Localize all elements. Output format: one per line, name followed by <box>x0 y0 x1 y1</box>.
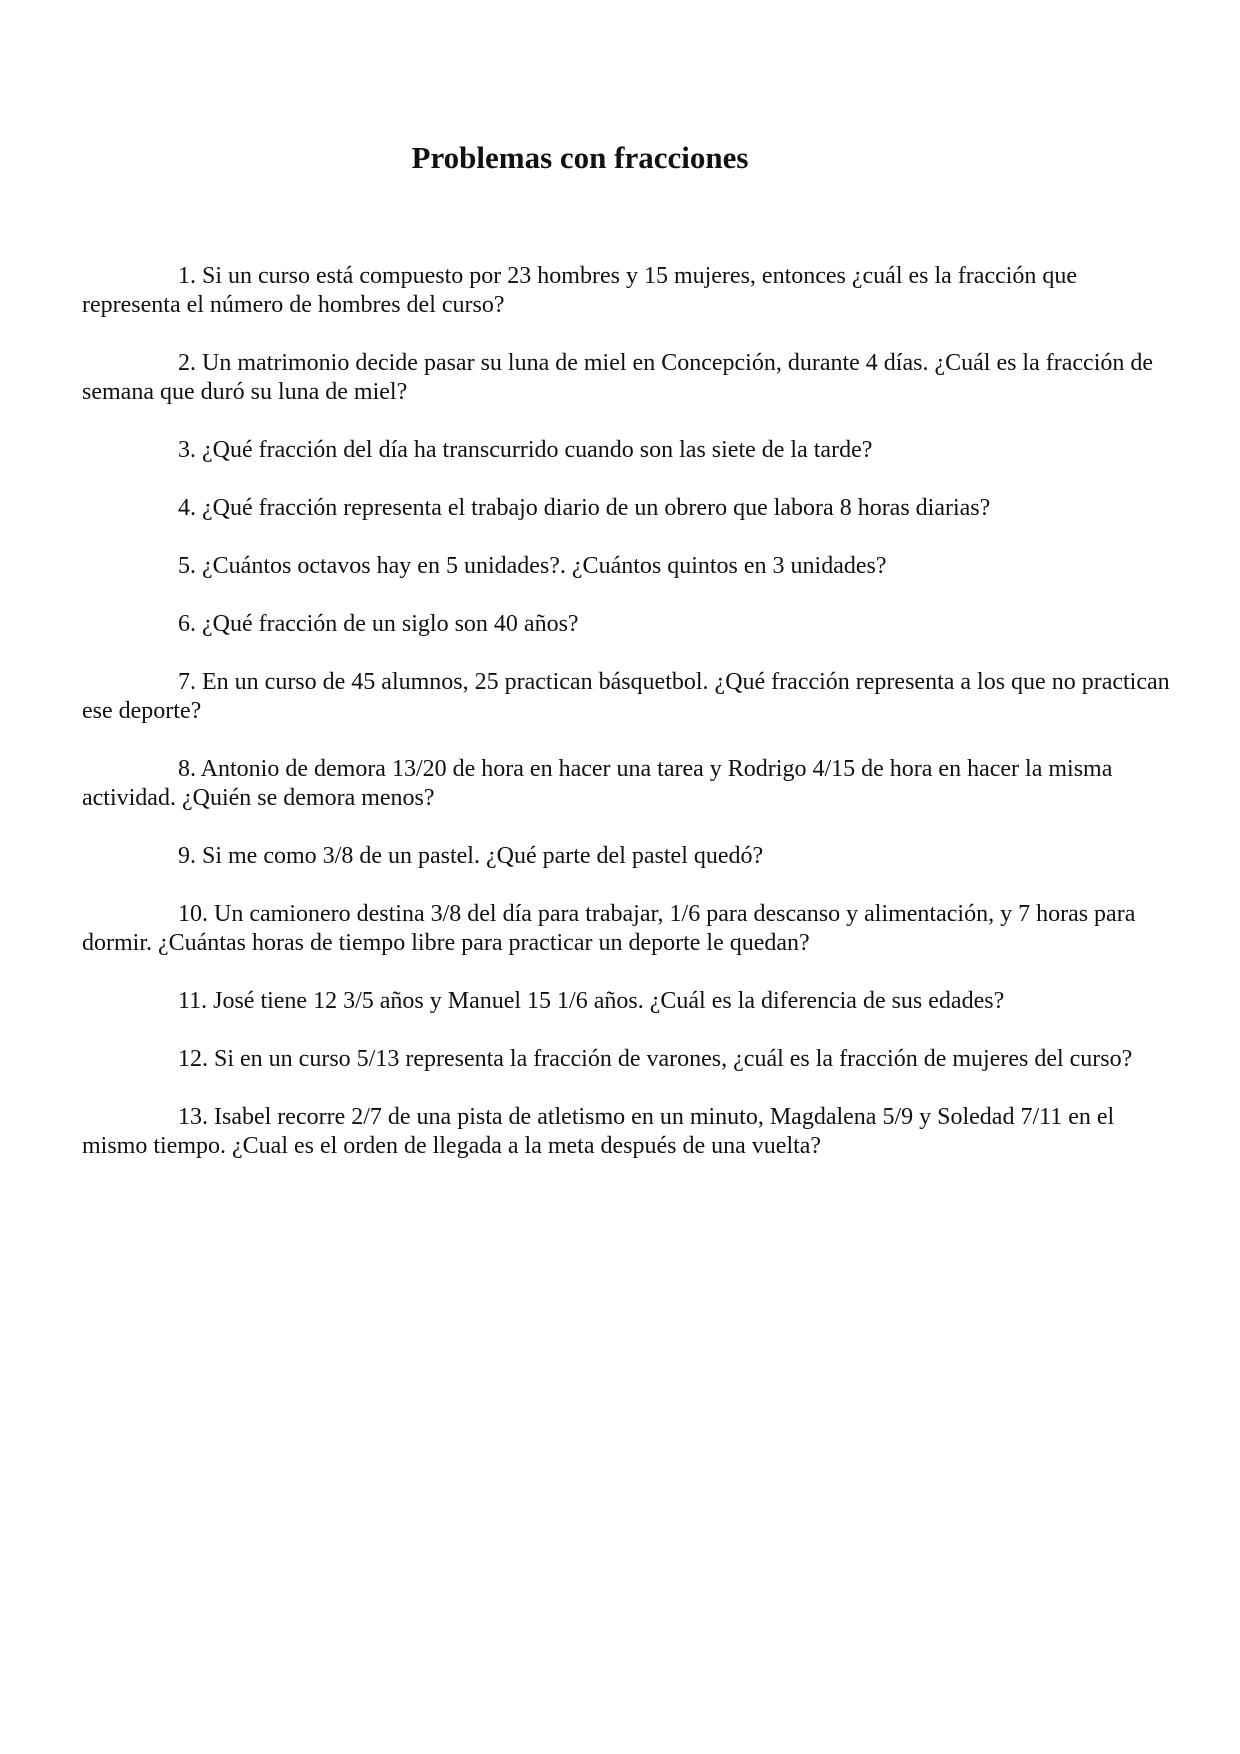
problem-item: 1. Si un curso está compuesto por 23 hombres y 15 mujeres, entonces ¿cuál es la fracción que representa el número de hombres del curso? <box>82 263 1078 318</box>
page-title: Problemas con fracciones <box>411 140 749 175</box>
problem-item: 9. Si me como 3/8 de un pastel. ¿Qué parte del pastel quedó? <box>178 843 764 869</box>
problem-item: 13. Isabel recorre 2/7 de una pista de atletismo en un minuto, Magdalena 5/9 y Soledad 7/11 en el mismo tiempo. ¿Cual es el orden de llegada a la meta después de una vuelta? <box>82 1104 1115 1159</box>
problem-item: 3. ¿Qué fracción del día ha transcurrido cuando son las siete de la tarde? <box>178 437 873 463</box>
problem-list <box>82 262 1172 1190</box>
problem-item: 5. ¿Cuántos octavos hay en 5 unidades?. ¿Cuántos quintos en 3 unidades? <box>178 553 887 579</box>
problem-item: 12. Si en un curso 5/13 representa la fracción de varones, ¿cuál es la fracción de mujeres del curso? <box>178 1046 1133 1072</box>
problem-item: 6. ¿Qué fracción de un siglo son 40 años? <box>178 611 579 637</box>
problem-item: 10. Un camionero destina 3/8 del día para trabajar, 1/6 para descanso y alimentación, y 7 horas para dormir. ¿Cuántas horas de tiempo libre para practicar un deporte le quedan? <box>82 901 1136 956</box>
problem-item: 4. ¿Qué fracción representa el trabajo diario de un obrero que labora 8 horas diarias? <box>178 495 991 521</box>
problem-item: 8. Antonio de demora 13/20 de hora en hacer una tarea y Rodrigo 4/15 de hora en hacer la misma actividad. ¿Quién se demora menos? <box>82 756 1113 811</box>
problem-item: 2. Un matrimonio decide pasar su luna de miel en Concepción, durante 4 días. ¿Cuál es la fracción de semana que duró su luna de miel? <box>82 350 1154 405</box>
problem-item: 7. En un curso de 45 alumnos, 25 practican básquetbol. ¿Qué fracción representa a los que no practican ese deporte? <box>82 669 1170 724</box>
problem-item: 11. José tiene 12 3/5 años y Manuel 15 1/6 años. ¿Cuál es la diferencia de sus edades? <box>178 988 1005 1014</box>
